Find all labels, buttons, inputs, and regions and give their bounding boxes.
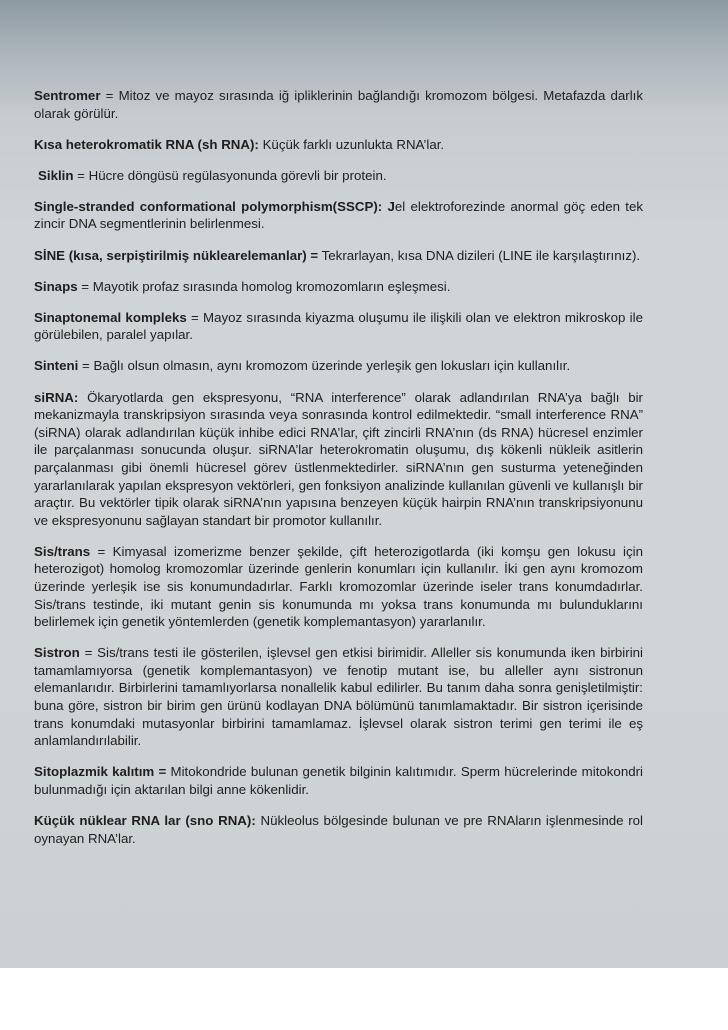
- entry-definition: Küçük farklı uzunlukta RNA’lar.: [262, 136, 445, 152]
- entry-definition: Bağlı olsun olmasın, aynı kromozom üzerinde yerleşik gen lokusları için kullanılır.: [93, 358, 571, 374]
- glossary-entry-sinteni: [34, 357, 643, 375]
- glossary-entry-sirna: [34, 389, 643, 530]
- entry-term: Sistron: [34, 645, 80, 661]
- entry-term: SİNE (kısa, serpiştirilmiş nüklearelemanlar) =: [34, 247, 319, 263]
- glossary-entry-sis-trans: [34, 543, 643, 631]
- entry-term: Single-stranded conformational polymorphism(SSCP): J: [34, 198, 395, 214]
- entry-separator: =: [77, 278, 93, 294]
- entry-separator: =: [79, 645, 98, 661]
- entry-definition: Nükleolus bölgesinde bulunan ve pre RNAların işlenmesinde rol oynayan RNA’lar.: [34, 813, 644, 846]
- entry-definition: Mayoz sırasında kiyazma oluşumu ile ilişkili olan ve elektron mikroskop ile görülebilen, paralel yapılar.: [34, 309, 643, 343]
- glossary-content: [34, 87, 643, 861]
- entry-term: Sis/trans: [34, 543, 91, 559]
- entry-term: Sinaps: [34, 278, 78, 294]
- entry-term: siRNA:: [34, 389, 79, 405]
- entry-definition: Ökaryotlarda gen ekspresyonu, “RNA interference” olarak adlandırılan RNA’ya bağlı bir mekanizmayla transkripsiyon sırasında veya sonrasında kontrol edilmektedir. “small interference RNA” (siRNA) olarak adlandırılan küçük inhibe edici RNA’lar, çift zincirli RNA’nın (ds RNA) hücresel enzimler ile parçalanması sonucunda oluşur. siRNA’lar heterokromatin oluşumu, dış kökenli nükleik asitlerin parçalanması gibi önemli hücresel görev üstlenmektedirler. siRNA’nın gen susturma yeteneğinden yararlanılarak yapılan ekspresyon vektörleri, gen fonksiyon analizinde kullanılan güvenli ve kullanışlı bir araçtır. Bu vektörler tipik olarak siRNA’nın yapısına benzeyen küçük hairpin RNA’nın transkripsiyonunu ve ekspresyonunu sağlayan standart bir promotor kullanılır.: [34, 389, 643, 528]
- entry-definition: Mayotik profaz sırasında homolog kromozomların eşleşmesi.: [92, 278, 451, 294]
- entry-term: Sinaptonemal kompleks: [34, 309, 187, 325]
- glossary-entry-sistron: [34, 644, 643, 750]
- entry-definition: Kimyasal izomerizme benzer şekilde, çift heterozigotlarda (iki komşu gen lokusu için heterozigot) homolog kromozomlar üzerinde genlerin konumları için kullanılır. İki gen aynı kromozom üzerinde yerleşik ise sis konumundadırlar. Farklı kromozomlar üzerinde iseler trans konumdadırlar. Sis/trans testinde, iki mutant genin sis konumunda mı yoksa trans konumunda mı bulunduklarını belirlemek için genetik yöntemlerden (genetik komplemantasyon) yararlanılır.: [34, 543, 644, 630]
- glossary-entry-sentromer: [34, 87, 643, 122]
- glossary-entry-sh-rna: [34, 136, 643, 154]
- glossary-entry-siklin: [34, 167, 643, 185]
- entry-term: Kısa heterokromatik RNA (sh RNA):: [34, 136, 259, 152]
- entry-definition: Sis/trans testi ile gösterilen, işlevsel gen etkisi birimidir. Alleller sis konumunda iken birbirini tamamlamıyorsa (genetik komplemantasyon) ve fenotip mutant ise, bu alleller aynı sistronun elemanlarıdır. Birbirlerini tamamlıyorlarsa nonallelik kabul edilirler. Bu tanım daha sonra genişletilmiştir: buna göre, sistron bir birim gen ürünü kodlayan DNA bölümünü tanımlamaktadır. Bir sistron içerisinde trans konumdaki mutasyonlar birbirini tamamlamaz. İşlevsel olarak sistron terimi gen terimi ile eş anlamlandırılabilir.: [34, 645, 643, 749]
- entry-separator: =: [100, 88, 119, 103]
- entry-term: Sinteni: [34, 358, 79, 374]
- glossary-entry-sno-rna: [34, 812, 643, 847]
- entry-term: Sitoplazmik kalıtım =: [34, 764, 167, 780]
- entry-definition: el elektroforezinde anormal göç eden tek zincir DNA segmentlerinin belirlenmesi.: [34, 198, 643, 232]
- entry-definition: Hücre döngüsü regülasyonunda görevli bir protein.: [88, 167, 387, 183]
- entry-separator: =: [186, 309, 204, 325]
- entry-definition: Mitoz ve mayoz sırasında iğ ipliklerinin bağlandığı kromozom bölgesi. Metafazda darlık olarak görülür.: [34, 88, 644, 121]
- glossary-entry-sitoplazmik-kalitim: [34, 763, 643, 798]
- entry-separator: [78, 390, 87, 405]
- entry-term: Sentromer: [34, 88, 101, 103]
- entry-definition: Tekrarlayan, kısa DNA dizileri (LINE ile karşılaştırınız).: [321, 247, 641, 263]
- entry-term: Küçük nüklear RNA lar (sno RNA):: [34, 813, 256, 828]
- entry-definition: Mitokondride bulunan genetik bilginin kalıtımıdır. Sperm hücrelerinde mitokondri bulunmadığı için aktarılan bilgi anne kökenlidir.: [34, 764, 643, 797]
- glossary-entry-sinaps: [34, 278, 643, 296]
- entry-term: Siklin: [38, 167, 74, 183]
- glossary-entry-sscp: [34, 198, 643, 233]
- glossary-entry-sinaptonemal-kompleks: [34, 309, 643, 344]
- entry-separator: =: [73, 167, 89, 183]
- entry-separator: =: [90, 543, 113, 559]
- entry-separator: =: [78, 358, 94, 374]
- glossary-entry-sine: [34, 247, 643, 265]
